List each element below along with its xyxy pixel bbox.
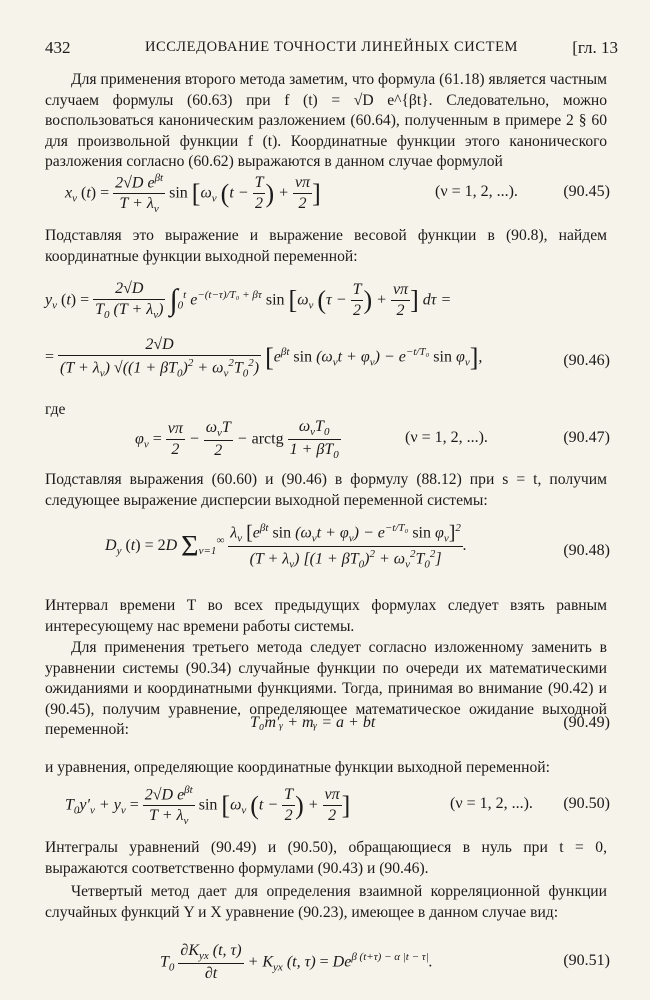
equation-number: (90.46) xyxy=(563,352,610,369)
paragraph-substitution: Подставляя это выражение и выражение весовой функции в (90.8), найдем координатные функции выходной переменной: xyxy=(45,227,607,265)
equation-number: (90.45) xyxy=(563,183,610,200)
equation-condition: (ν = 1, 2, ...). xyxy=(435,183,518,200)
chapter-marker: [гл. 13 xyxy=(572,38,618,57)
equation-formula: $T_0y'_\nu + y_\nu$ = $\frac{2√D e^{\beta t}}{T + \lambda_\nu}$ $\sin [\omega_\nu$ (t − $\frac{T}{2}$ ) + $\frac{\nu\pi}{2}$ ] xyxy=(65,784,351,828)
equation-formula-line1: $y_\nu$ (t) = $\frac{2√D}{T_0 (T + \lambda_\nu)}$ $\int_0^t$ $e^{-(t-\tau)/T_0 + \beta\tau}$ $\sin [\omega_\nu$ (τ − $\frac{T}{2}$ ) + $\frac{\nu\pi}{2}$ ] dτ = xyxy=(45,280,452,322)
paragraph-second-method: Для применения второго метода заметим, что формула (61.18) является частным случаем формулы (60.63) при f (t) = √D e^{βt}. Следовательно, можно воспользоваться каноническим разложением (60.64), полученным в примере 2 § 60 для произвольной функции f (t). Координатные функции этого канонического разложения согласно (60.62) выражаются в данном случае формулой xyxy=(45,71,607,170)
equation-formula: $T_0$ $\frac{\partial K_{yx} (t, \tau)}{\partial t}$ + $K_{yx}$ (t, $\tau) = De^{\beta (t+\tau) - \alpha |t - \tau|}$. xyxy=(160,942,433,983)
equation-condition: (ν = 1, 2, ...). xyxy=(450,795,533,812)
running-title: ИССЛЕДОВАНИЕ ТОЧНОСТИ ЛИНЕЙНЫХ СИСТЕМ xyxy=(144,39,519,55)
equation-90-49 xyxy=(45,714,610,740)
equation-number: (90.49) xyxy=(563,714,610,731)
equation-90-47 xyxy=(45,416,610,460)
paragraph-third-method: Для применения третьего метода следует согласно изложенному заменить в уравнении системы (90.34) случайные функции по очереди их математическими ожиданиями и координатными функциями. Тогда, принимая во внимание (90.42) и (90.45), получим уравнение, определяющее математическое ожидание выходной переменной: xyxy=(45,639,607,738)
equation-formula: $\varphi_\nu$ = $\frac{\nu\pi}{2}$ − $\frac{\omega_\nu T}{2}$ − arctg $\frac{\omega_\nu T_0}{1 + \beta T_0}$ xyxy=(135,418,339,462)
equation-90-46 xyxy=(45,270,610,390)
equation-90-51 xyxy=(45,942,610,992)
equation-formula: T₀m′ᵧ + mᵧ = a + bt xyxy=(250,714,376,731)
equation-formula-line2: = $\frac{2√D}{(T + \lambda_\nu) √((1 + \beta T_0)^2 + \omega_\nu^2T_0^2)}$ [$e^{\beta t}$ $\sin (\omega_\nu t + \varphi_\nu) - e^{-t/T_0}$ $\sin \varphi_\nu$], xyxy=(45,336,483,380)
paragraph-coordinate-equations: и уравнения, определяющие координатные функции выходной переменной: xyxy=(45,759,550,776)
paragraph-dispersion: Подставляя выражения (60.60) и (90.46) в формулу (88.12) при s = t, получим следующее выражение дисперсии выходной переменной системы: xyxy=(45,471,607,509)
page-number: 432 xyxy=(45,38,71,57)
equation-90-50 xyxy=(45,782,610,828)
equation-number: (90.51) xyxy=(563,952,610,969)
paragraph-time-interval: Интервал времени T во всех предыдущих формулах следует взять равным интересующему нас времени работы системы. xyxy=(45,597,607,635)
equation-condition: (ν = 1, 2, ...). xyxy=(405,429,488,446)
equation-number: (90.47) xyxy=(563,429,610,446)
paragraph-fourth-method: Четвертый метод дает для определения взаимной корреляционной функции случайных функций Y и X уравнение (90.23), имеющее в данном случае вид: xyxy=(45,883,607,921)
equation-90-45 xyxy=(45,168,610,216)
paragraph-where: где xyxy=(45,401,66,418)
equation-number: (90.48) xyxy=(563,542,610,559)
equation-number: (90.50) xyxy=(563,795,610,812)
paragraph-integrals: Интегралы уравнений (90.49) и (90.50), обращающиеся в нуль при t = 0, выражаются соответственно формулами (90.43) и (90.46). xyxy=(45,839,607,877)
equation-formula: $x_\nu$ (t) = $\frac{2√D e^{\beta t}}{T + \lambda_\nu}$ $\sin [\omega_\nu$ (t − $\frac{T}{2}$ ) + $\frac{\nu\pi}{2}$ ] xyxy=(65,172,321,216)
running-header xyxy=(45,38,618,60)
equation-formula: $D_y$ (t) = 2D $\Sigma_{\nu=1}^\infty$ $\frac{\lambda_\nu [e^{\beta t} \sin (\omega_\nu t + \varphi_\nu) - e^{-t/T_0} \sin \varphi_\nu]^2}{(T + \lambda_\nu) [(1 + \beta T_0)^2 + \omega_\nu^2T_0^2]}$ . xyxy=(105,522,467,571)
equation-90-48 xyxy=(45,512,610,590)
